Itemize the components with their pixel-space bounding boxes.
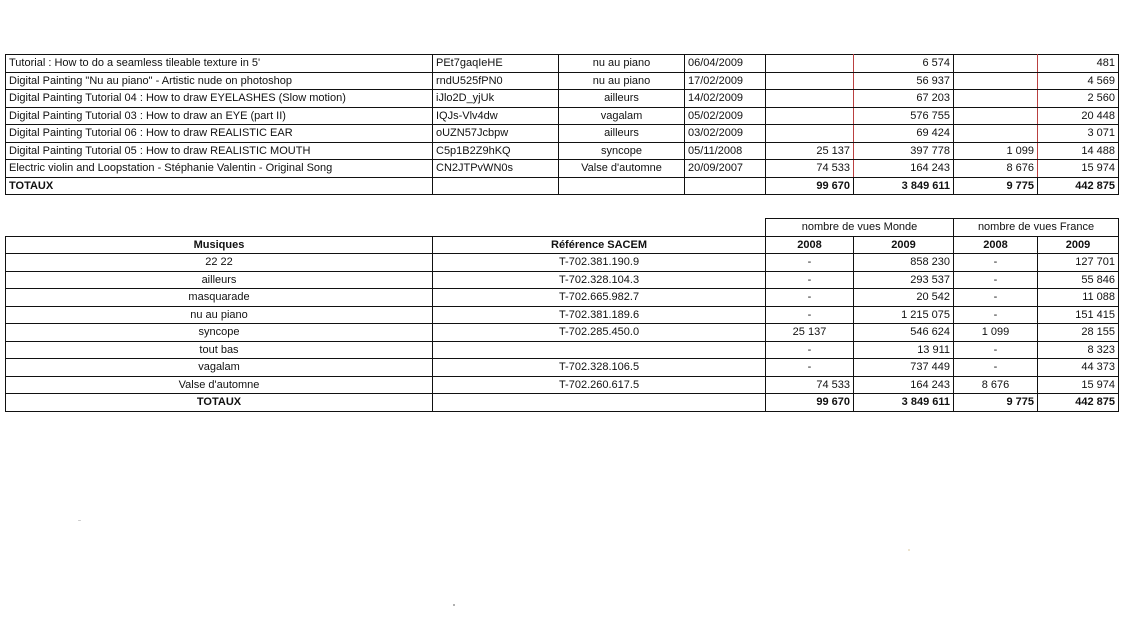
video-france-2009: 14 488 [1038,142,1119,160]
music-monde-2008: 25 137 [766,324,854,342]
video-monde-2009: 6 574 [854,55,954,73]
group-header-monde: nombre de vues Monde [766,219,954,237]
video-title: Digital Painting "Nu au piano" - Artistic nude on photoshop [6,72,433,90]
music-monde-2009: 20 542 [854,289,954,307]
music-sacem: T-702.328.106.5 [433,359,766,377]
table-row [6,160,1119,178]
video-title: Digital Painting Tutorial 03 : How to draw an EYE (part II) [6,107,433,125]
table-row [6,55,1119,73]
total-monde-2008: 99 670 [766,177,854,195]
music-france-2009: 28 155 [1038,324,1119,342]
video-title: Digital Painting Tutorial 04 : How to draw EYELASHES (Slow motion) [6,90,433,108]
music-sacem: T-702.381.190.9 [433,254,766,272]
music-monde-2008: - [766,289,854,307]
video-france-2008 [954,72,1038,90]
music-monde-2008: - [766,359,854,377]
music-france-2009: 15 974 [1038,376,1119,394]
table-row [6,271,1119,289]
music-france-2008: - [954,341,1038,359]
total-monde-2009: 3 849 611 [854,394,954,412]
video-date: 06/04/2009 [685,55,766,73]
music-monde-2009: 13 911 [854,341,954,359]
video-monde-2009: 67 203 [854,90,954,108]
table-row [6,289,1119,307]
header-france-2009: 2009 [1038,236,1119,254]
empty-cell [433,219,766,237]
music-france-2008: - [954,359,1038,377]
music-sacem: T-702.260.617.5 [433,376,766,394]
musiques-table-body [6,219,1119,412]
header-musiques: Musiques [6,236,433,254]
video-date: 17/02/2009 [685,72,766,90]
header-france-2008: 2008 [954,236,1038,254]
video-date: 14/02/2009 [685,90,766,108]
group-header-row [6,219,1119,237]
music-name: Valse d'automne [6,376,433,394]
video-france-2008: 1 099 [954,142,1038,160]
video-france-2008: 8 676 [954,160,1038,178]
video-music: ailleurs [559,125,685,143]
video-date: 05/11/2008 [685,142,766,160]
music-name: ailleurs [6,271,433,289]
music-monde-2008: - [766,306,854,324]
totals-row [6,177,1119,195]
empty-cell [6,219,433,237]
total-monde-2008: 99 670 [766,394,854,412]
video-id: IQJs-Vlv4dw [433,107,559,125]
video-monde-2008 [766,72,854,90]
totals-row [6,394,1119,412]
video-monde-2008: 74 533 [766,160,854,178]
video-music: ailleurs [559,90,685,108]
video-id: oUZN57Jcbpw [433,125,559,143]
music-monde-2009: 858 230 [854,254,954,272]
music-france-2008: 8 676 [954,376,1038,394]
music-sacem [433,341,766,359]
video-music: nu au piano [559,72,685,90]
video-monde-2009: 164 243 [854,160,954,178]
video-france-2008 [954,107,1038,125]
table-row [6,72,1119,90]
music-france-2008: - [954,306,1038,324]
music-france-2008: - [954,271,1038,289]
music-france-2009: 11 088 [1038,289,1119,307]
table-row [6,142,1119,160]
video-france-2009: 4 569 [1038,72,1119,90]
music-name: nu au piano [6,306,433,324]
video-date: 05/02/2009 [685,107,766,125]
video-france-2008 [954,125,1038,143]
video-title: Digital Painting Tutorial 05 : How to draw REALISTIC MOUTH [6,142,433,160]
music-sacem: T-702.285.450.0 [433,324,766,342]
video-france-2009: 20 448 [1038,107,1119,125]
music-france-2008: 1 099 [954,324,1038,342]
video-france-2009: 3 071 [1038,125,1119,143]
total-france-2009: 442 875 [1038,394,1119,412]
music-name: syncope [6,324,433,342]
total-monde-2009: 3 849 611 [854,177,954,195]
music-name: 22 22 [6,254,433,272]
video-date: 03/02/2009 [685,125,766,143]
video-monde-2008 [766,55,854,73]
music-monde-2009: 737 449 [854,359,954,377]
group-header-france: nombre de vues France [954,219,1119,237]
table-row [6,107,1119,125]
table-row [6,341,1119,359]
video-monde-2009: 56 937 [854,72,954,90]
video-monde-2009: 397 778 [854,142,954,160]
music-sacem: T-702.328.104.3 [433,271,766,289]
empty-cell [559,177,685,195]
video-id: iJlo2D_yjUk [433,90,559,108]
total-france-2008: 9 775 [954,394,1038,412]
music-france-2009: 55 846 [1038,271,1119,289]
music-france-2009: 8 323 [1038,341,1119,359]
video-music: syncope [559,142,685,160]
videos-table-body [6,55,1119,195]
video-id: PEt7gaqIeHE [433,55,559,73]
video-france-2008 [954,55,1038,73]
video-title: Tutorial : How to do a seamless tileable texture in 5' [6,55,433,73]
video-france-2009: 2 560 [1038,90,1119,108]
totals-label: TOTAUX [6,177,433,195]
music-name: tout bas [6,341,433,359]
column-header-row [6,236,1119,254]
table-row [6,90,1119,108]
music-monde-2009: 164 243 [854,376,954,394]
table-row [6,359,1119,377]
header-monde-2009: 2009 [854,236,954,254]
video-id: rndU525fPN0 [433,72,559,90]
video-monde-2009: 69 424 [854,125,954,143]
scan-speck [78,520,81,521]
musiques-table [5,218,1119,412]
music-monde-2008: 74 533 [766,376,854,394]
music-france-2008: - [954,289,1038,307]
video-title: Electric violin and Loopstation - Stéphanie Valentin - Original Song [6,160,433,178]
table-row [6,125,1119,143]
table-row [6,254,1119,272]
header-sacem: Référence SACEM [433,236,766,254]
music-france-2008: - [954,254,1038,272]
music-monde-2008: - [766,254,854,272]
music-monde-2009: 293 537 [854,271,954,289]
total-france-2009: 442 875 [1038,177,1119,195]
video-date: 20/09/2007 [685,160,766,178]
table-row [6,324,1119,342]
scan-speck [908,549,910,551]
scan-speck [453,604,455,606]
video-monde-2009: 576 755 [854,107,954,125]
music-monde-2008: - [766,341,854,359]
music-france-2009: 44 373 [1038,359,1119,377]
video-monde-2008 [766,107,854,125]
music-name: masquarade [6,289,433,307]
video-monde-2008 [766,125,854,143]
total-france-2008: 9 775 [954,177,1038,195]
video-music: Valse d'automne [559,160,685,178]
music-france-2009: 127 701 [1038,254,1119,272]
music-sacem: T-702.665.982.7 [433,289,766,307]
table-row [6,376,1119,394]
music-monde-2009: 546 624 [854,324,954,342]
table-row [6,306,1119,324]
video-music: nu au piano [559,55,685,73]
music-monde-2009: 1 215 075 [854,306,954,324]
empty-cell [433,394,766,412]
totals-label: TOTAUX [6,394,433,412]
music-name: vagalam [6,359,433,377]
video-id: CN2JTPvWN0s [433,160,559,178]
music-sacem: T-702.381.189.6 [433,306,766,324]
video-id: C5p1B2Z9hKQ [433,142,559,160]
video-monde-2008 [766,90,854,108]
empty-cell [685,177,766,195]
video-france-2008 [954,90,1038,108]
header-monde-2008: 2008 [766,236,854,254]
video-france-2009: 15 974 [1038,160,1119,178]
videos-table [5,54,1119,195]
music-france-2009: 151 415 [1038,306,1119,324]
music-monde-2008: - [766,271,854,289]
empty-cell [433,177,559,195]
video-france-2009: 481 [1038,55,1119,73]
video-title: Digital Painting Tutorial 06 : How to draw REALISTIC EAR [6,125,433,143]
video-monde-2008: 25 137 [766,142,854,160]
video-music: vagalam [559,107,685,125]
